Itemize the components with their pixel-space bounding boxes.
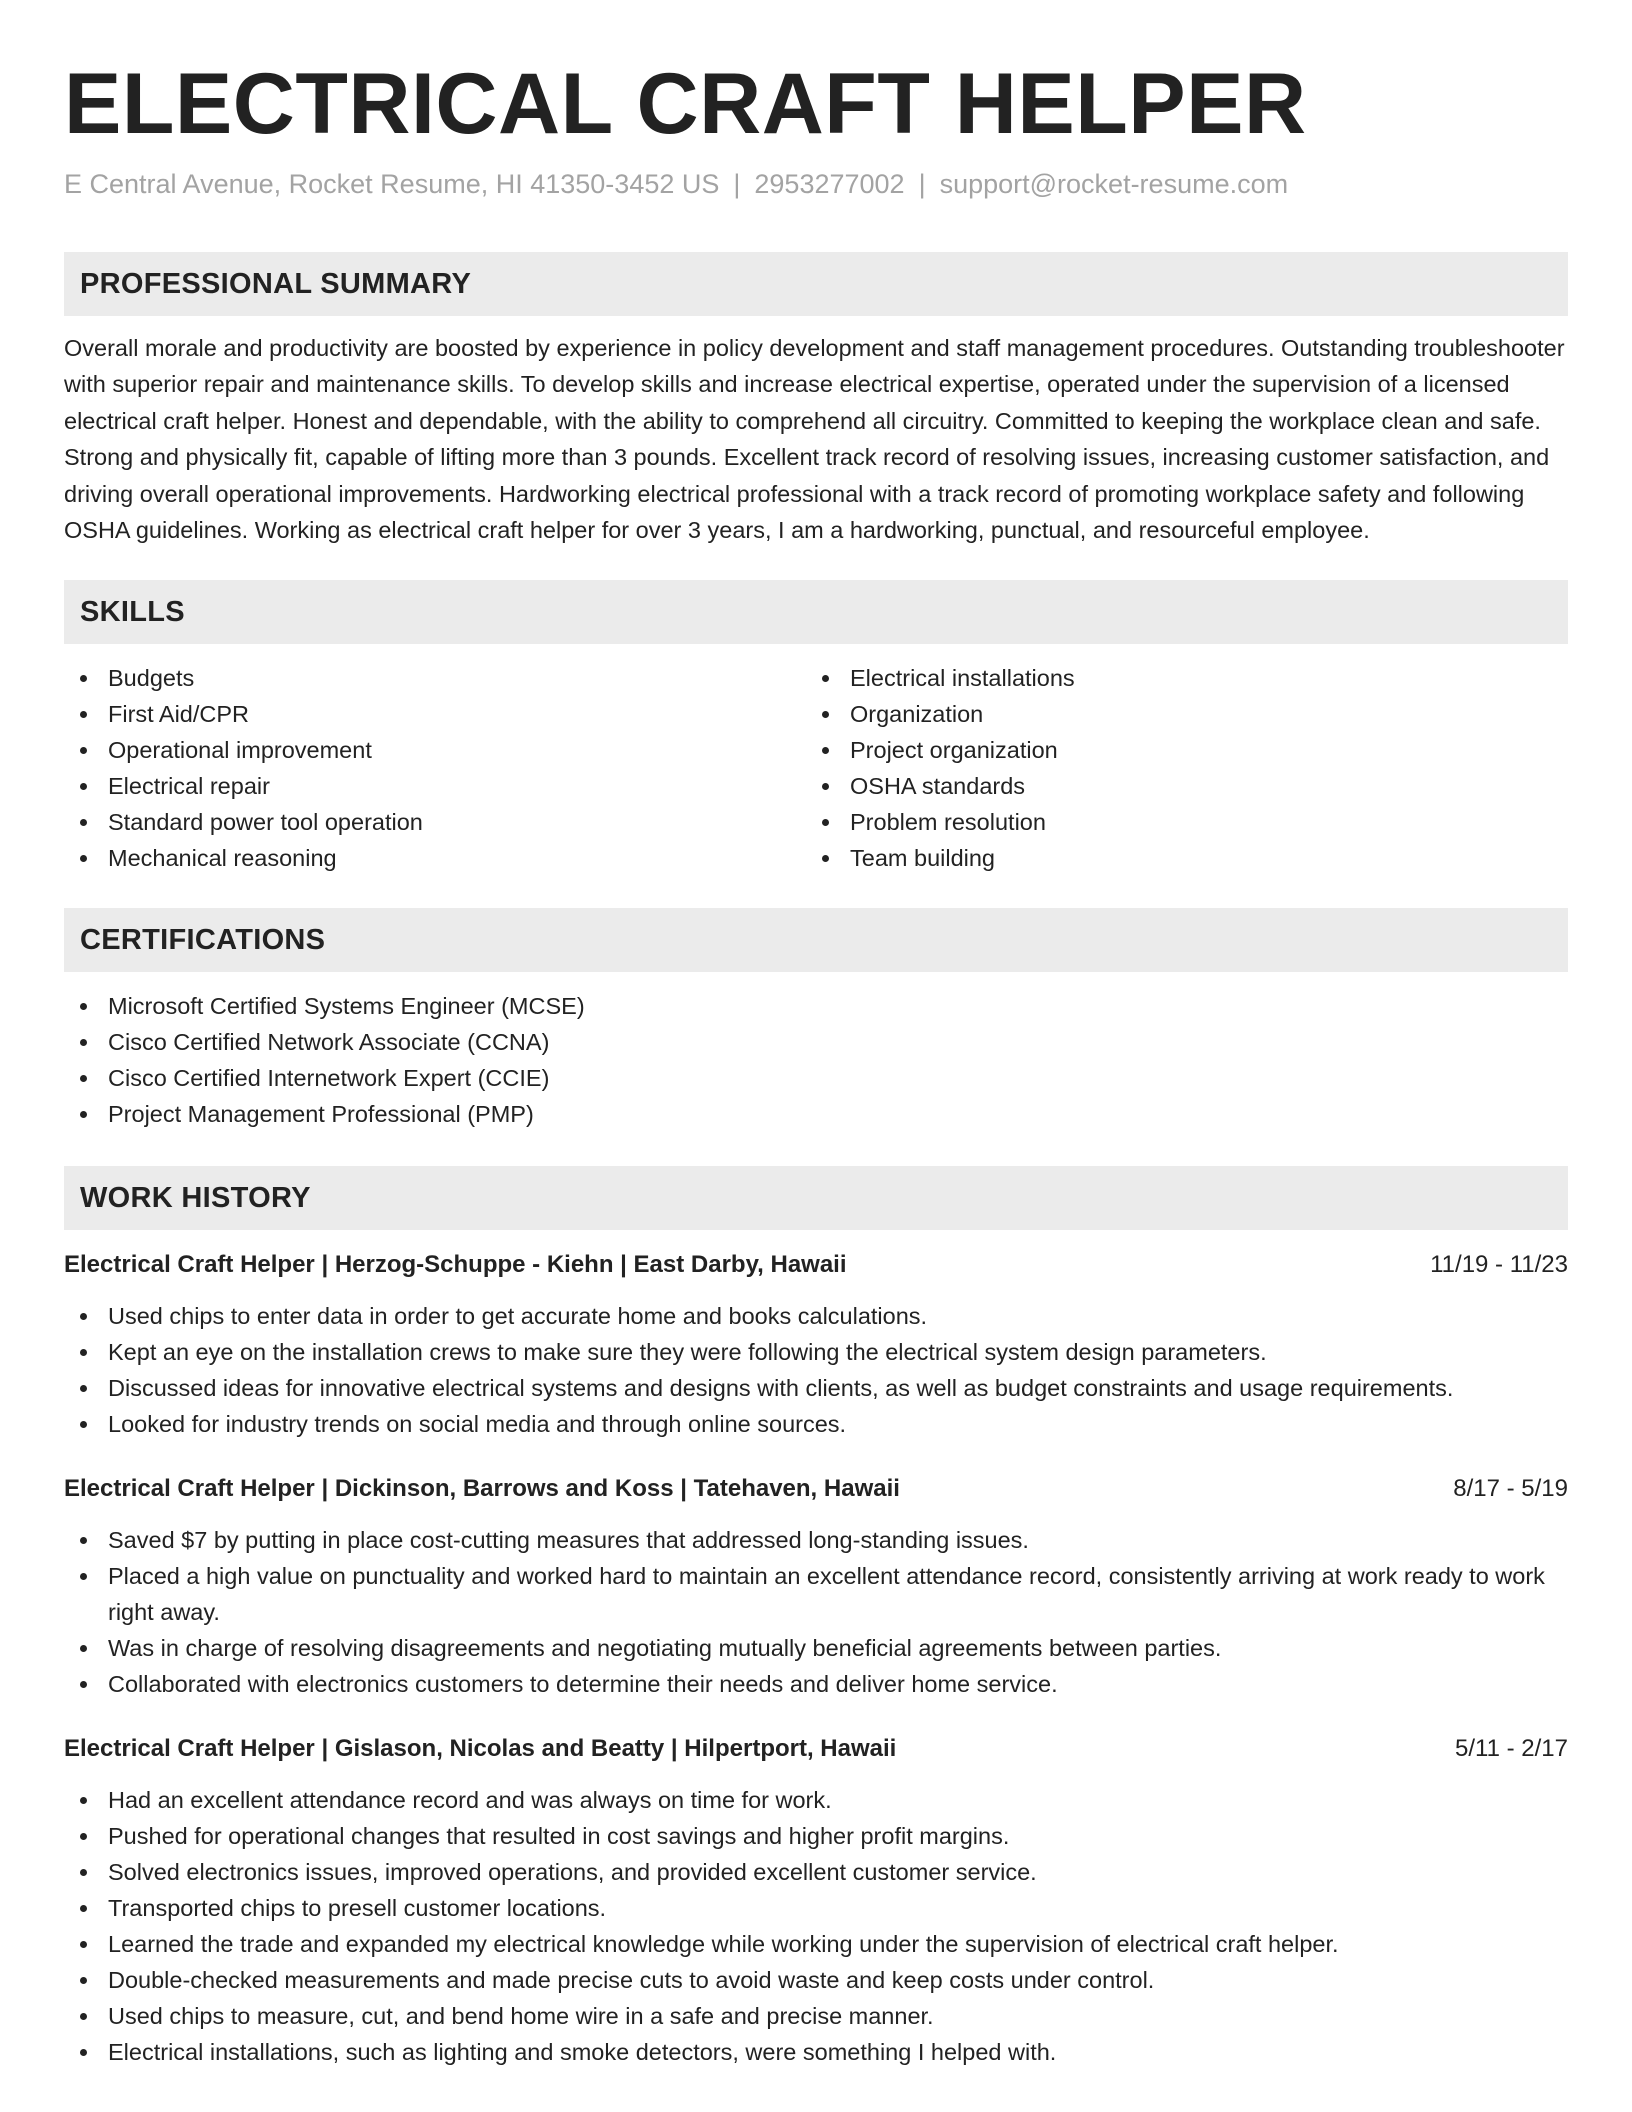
job-title: Electrical Craft Helper | Gislason, Nicolas and Beatty | Hilpertport, Hawaii: [64, 1735, 897, 1763]
skill-item: OSHA standards: [806, 768, 1548, 804]
skill-item: Standard power tool operation: [64, 804, 806, 840]
job-bullet: Placed a high value on punctuality and worked hard to maintain an excellent attendance record, consistently arriving at work ready to work right away.: [64, 1558, 1568, 1630]
job-bullet: Used chips to measure, cut, and bend home wire in a safe and precise manner.: [64, 1998, 1568, 2034]
contact-line: [64, 166, 1568, 202]
certification-item: Microsoft Certified Systems Engineer (MCSE): [64, 988, 1568, 1024]
job-entry: [64, 1248, 1568, 1442]
job-title: Electrical Craft Helper | Dickinson, Barrows and Koss | Tatehaven, Hawaii: [64, 1475, 900, 1503]
skill-item: Budgets: [64, 660, 806, 696]
certifications-list: [64, 988, 1568, 1132]
job-dates: 5/11 - 2/17: [1455, 1735, 1568, 1763]
job-dates: 11/19 - 11/23: [1430, 1251, 1568, 1279]
skill-item: Organization: [806, 696, 1548, 732]
skill-item: Operational improvement: [64, 732, 806, 768]
job-bullet: Collaborated with electronics customers to determine their needs and deliver home service.: [64, 1666, 1568, 1702]
skills-grid: [64, 660, 1568, 876]
job-bullet: Used chips to enter data in order to get accurate home and books calculations.: [64, 1298, 1568, 1334]
job-bullet: Solved electronics issues, improved operations, and provided excellent customer service.: [64, 1854, 1568, 1890]
job-bullet: Discussed ideas for innovative electrical systems and designs with clients, as well as budget constraints and usage requirements.: [64, 1370, 1568, 1406]
contact-email: support@rocket-resume.com: [939, 169, 1289, 199]
work-history-section-header: WORK HISTORY: [64, 1166, 1568, 1230]
contact-phone: 2953277002: [754, 169, 905, 199]
skill-item: Mechanical reasoning: [64, 840, 806, 876]
skill-item: Electrical repair: [64, 768, 806, 804]
contact-separator: |: [918, 169, 926, 199]
job-bullet: Kept an eye on the installation crews to make sure they were following the electrical system design parameters.: [64, 1334, 1568, 1370]
resume-name-heading: ELECTRICAL CRAFT HELPER: [64, 56, 1307, 152]
job-heading-row: [64, 1732, 1568, 1766]
resume-page: [64, 0, 1568, 2070]
job-bullets: [64, 1522, 1568, 1702]
certification-item: Cisco Certified Internetwork Expert (CCIE): [64, 1060, 1568, 1096]
job-title: Electrical Craft Helper | Herzog-Schuppe - Kiehn | East Darby, Hawaii: [64, 1251, 847, 1279]
skill-item: Team building: [806, 840, 1548, 876]
certifications-section-header: CERTIFICATIONS: [64, 908, 1568, 972]
contact-address: E Central Avenue, Rocket Resume, HI 41350-3452 US: [64, 169, 720, 199]
certification-item: Project Management Professional (PMP): [64, 1096, 1568, 1132]
skills-left-list: [64, 660, 806, 876]
job-bullet: Double-checked measurements and made precise cuts to avoid waste and keep costs under control.: [64, 1962, 1568, 1998]
skills-right-list: [806, 660, 1548, 876]
skill-item: Electrical installations: [806, 660, 1548, 696]
job-bullet: Had an excellent attendance record and was always on time for work.: [64, 1782, 1568, 1818]
job-heading-row: [64, 1472, 1568, 1506]
skill-item: Project organization: [806, 732, 1548, 768]
contact-separator: |: [733, 169, 741, 199]
job-bullet: Saved $7 by putting in place cost-cutting measures that addressed long-standing issues.: [64, 1522, 1568, 1558]
job-heading-row: [64, 1248, 1568, 1282]
job-bullet: Pushed for operational changes that resulted in cost savings and higher profit margins.: [64, 1818, 1568, 1854]
summary-section-header: PROFESSIONAL SUMMARY: [64, 252, 1568, 316]
skills-section-header: SKILLS: [64, 580, 1568, 644]
job-bullet: Learned the trade and expanded my electrical knowledge while working under the supervision of electrical craft helper.: [64, 1926, 1568, 1962]
certification-item: Cisco Certified Network Associate (CCNA): [64, 1024, 1568, 1060]
summary-text: Overall morale and productivity are boosted by experience in policy development and staff management procedures. Outstanding troubleshooter with superior repair and maintenance skills. To develop skills and increase electrical expertise, operated under the supervision of a licensed electrical craft helper. Honest and dependable, with the ability to comprehend all circuitry. Committed to keeping the workplace clean and safe. Strong and physically fit, capable of lifting more than 3 pounds. Excellent track record of resolving issues, increasing customer satisfaction, and driving overall operational improvements. Hardworking electrical professional with a track record of promoting workplace safety and following OSHA guidelines. Working as electrical craft helper for over 3 years, I am a hardworking, punctual, and resourceful employee.: [64, 335, 1565, 544]
job-bullet: Was in charge of resolving disagreements and negotiating mutually beneficial agreements between parties.: [64, 1630, 1568, 1666]
job-entry: [64, 1472, 1568, 1702]
job-dates: 8/17 - 5/19: [1453, 1475, 1568, 1503]
skill-item: First Aid/CPR: [64, 696, 806, 732]
job-entry: [64, 1732, 1568, 2070]
job-bullet: Electrical installations, such as lighting and smoke detectors, were something I helped with.: [64, 2034, 1568, 2070]
skill-item: Problem resolution: [806, 804, 1548, 840]
job-bullet: Transported chips to presell customer locations.: [64, 1890, 1568, 1926]
job-bullets: [64, 1298, 1568, 1442]
job-bullets: [64, 1782, 1568, 2070]
job-bullet: Looked for industry trends on social media and through online sources.: [64, 1406, 1568, 1442]
